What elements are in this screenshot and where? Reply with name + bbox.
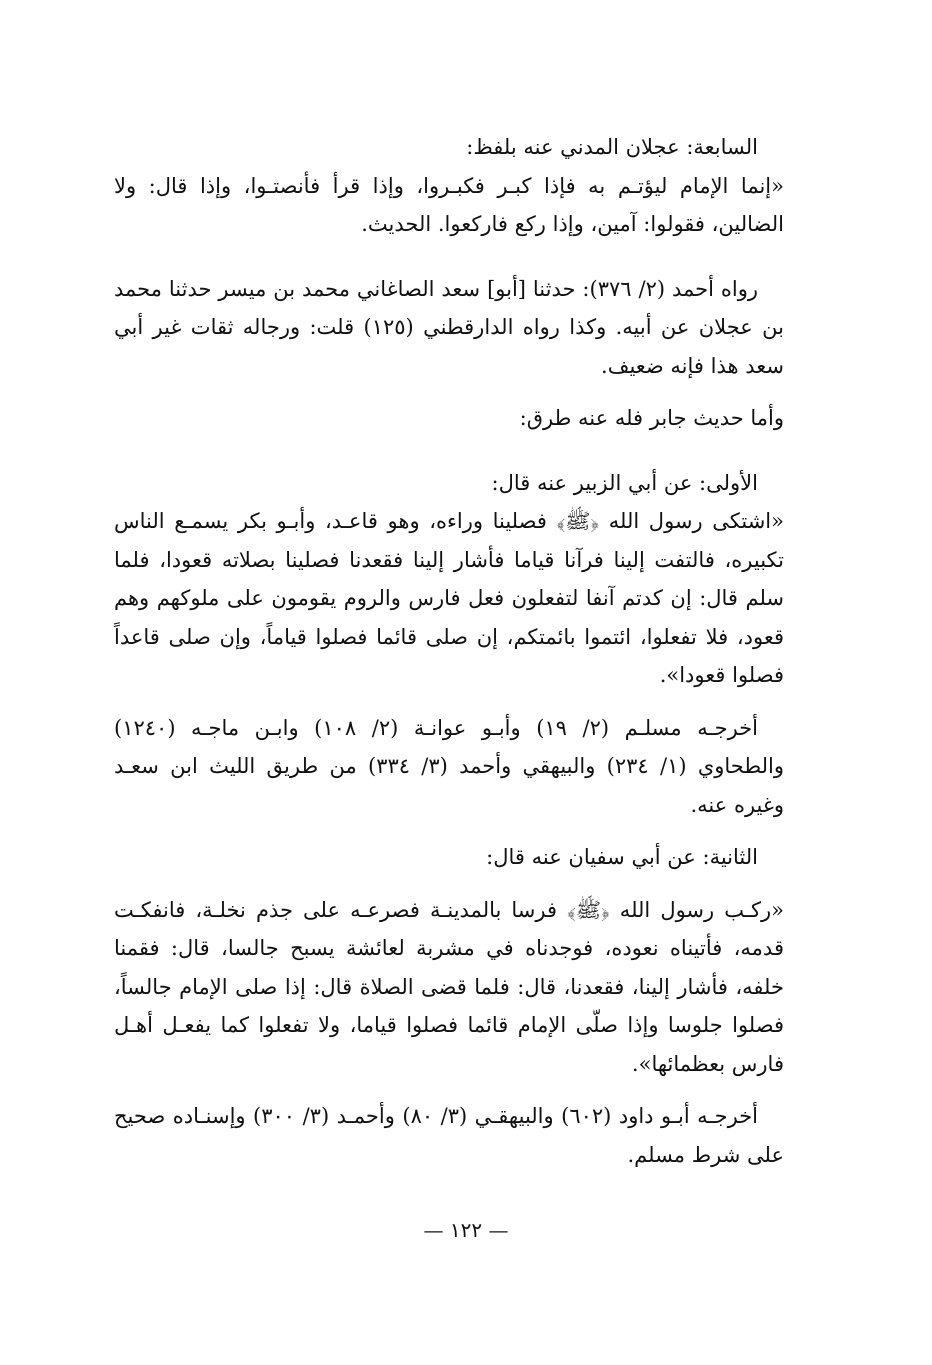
page-number: — ١٢٢ — xyxy=(423,1218,509,1242)
first-route-takhrij: أخرجـه مسلـم (٢/ ١٩) وأبـو عوانـة (٢/ ١٠٨) وابـن ماجـه (١٢٤٠) والطحاوي (١/ ٢٣٤) والبيهقي وأحمد (٣/ ٣٣٤) من طريق الليث ابن سعـد وغيره عنه. xyxy=(114,715,784,817)
page-body xyxy=(114,128,784,1174)
seventh-route-hadith: «إنما الإمام ليؤتـم به فإذا كبـر فكبـروا، وإذا قرأ فأنصتـوا، وإذا قال: ولا الضالين، فقولوا: آمين، وإذا ركع فاركعوا. الحديث. xyxy=(114,173,784,236)
first-route-hadith: «اشتكى رسول الله ﴿ﷺ﴾ فصلينا وراءه، وهو قاعـد، وأبـو بكر يسمـع الناس تكبيره، فالتفت إلينا فرآنا قياما فأشار إلينا فقعدنا فصلينا بصلاته قعودا، فلما سلم قال: إن كدتم آنفا لتفعلون فعل فارس والروم يقومون على ملوكهم وهم قعود، فلا تفعلوا، ائتموا بائمتكم، إن صلى قائما فصلوا قياماً، وإن صلى قاعداً فصلوا قعودا». xyxy=(114,509,784,687)
second-route-takhrij: أخرجـه أبـو داود (٦٠٢) والبيهقـي (٣/ ٨٠) وأحمـد (٣/ ٣٠٠) وإسنـاده صحيح على شرط مسلم. xyxy=(114,1104,784,1167)
seventh-route-heading: السابعة: عجلان المدني عنه بلفظ: xyxy=(466,135,758,159)
first-route-heading: الأولى: عن أبي الزبير عنه قال: xyxy=(491,470,758,495)
second-route-heading: الثانية: عن أبي سفيان عنه قال: xyxy=(486,845,758,869)
seventh-route-takhrij: رواه أحمد (٢/ ٣٧٦): حدثنا [أبو] سعد الصاغاني محمد بن ميسر حدثنا محمد بن عجلان عن أبيه. وكذا رواه الدارقطني (١٢٥) قلت: ورجاله ثقات غير أبي سعد هذا فإنه ضعيف. xyxy=(114,276,784,378)
jabir-intro: وأما حديث جابر فله عنه طرق: xyxy=(519,406,784,430)
second-route-hadith: «ركـب رسول الله ﴿ﷺ﴾ فرسا بالمدينـة فصرعـه على جذم نخلـة، فانفكـت قدمه، فأتيناه نعوده، فوجدناه في مشربة لعائشة يسبح جالسا، قال: فقمنا خلفه، فأشار إلينا، فقعدنا، قال: فلما قضى الصلاة قال: إذا صلى الإمام جالساً، فصلوا جلوسا وإذا صلّى الإمام قائما فصلوا قياما، ولا تفعلوا كما يفعـل أهـل فارس بعظمائها». xyxy=(114,897,784,1076)
